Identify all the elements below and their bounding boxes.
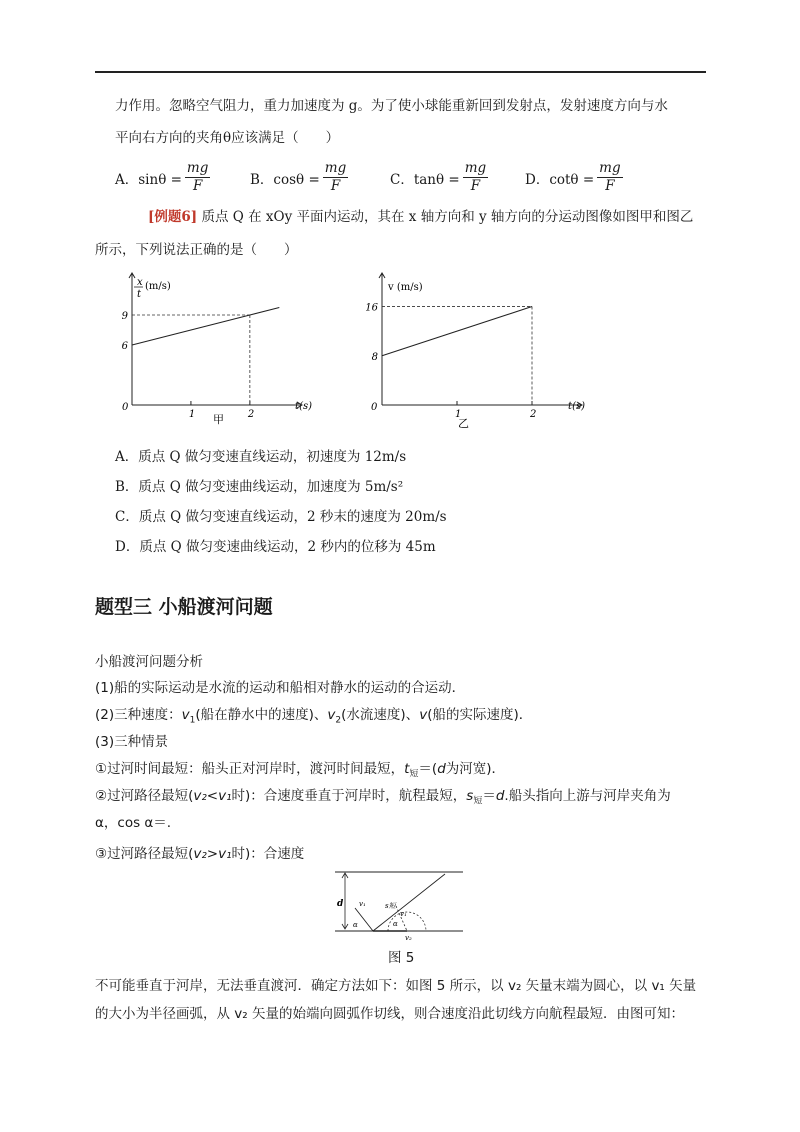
fig5-d-label: d xyxy=(337,899,344,909)
fig5-caption: 图 5 xyxy=(388,950,415,966)
analysis-p9: 的大小为半径画弧，从 v₂ 矢量的始端向圆弧作切线，则合速度沿此切线方向航程最短．由图可知： xyxy=(95,1006,684,1022)
intro-line-1: 力作用。忽略空气阻力，重力加速度为 g。为了使小球能重新回到发射点，发射速度方向与水 xyxy=(115,98,668,114)
y-tick-label: 9 xyxy=(121,311,128,322)
x-tick-label: 2 xyxy=(530,409,537,420)
y-tick-label: 16 xyxy=(365,302,378,314)
jia-ylabel-unit: (m/s) xyxy=(145,281,171,292)
answer-c: C．质点 Q 做匀变速直线运动，2 秒末的速度为 20m/s xyxy=(115,509,447,525)
chart-yi xyxy=(360,265,590,435)
x-tick-label: 1 xyxy=(455,409,462,420)
yi-xlabel: t(s) xyxy=(568,401,585,412)
answer-b: B．质点 Q 做匀变速曲线运动，加速度为 5m/s² xyxy=(115,479,404,495)
yi-ylabel: v (m/s) xyxy=(388,282,423,293)
jia-ylabel-den: t xyxy=(137,289,142,300)
yi-title: 乙 xyxy=(458,417,469,430)
analysis-title: 小船渡河问题分析 xyxy=(95,654,203,670)
analysis-p7: ③过河路径最短(v₂>v₁时)：合速度 xyxy=(95,846,305,862)
prev-option-a: A．sinθ = $\frac{mg}{F}$ xyxy=(115,160,209,194)
analysis-p6: α，cos α＝. xyxy=(95,815,172,831)
x-tick-label: 1 xyxy=(188,409,196,420)
analysis-p8: 不可能垂直于河岸，无法垂直渡河．确定方法如下：如图 5 所示，以 v₂ 矢量末端为圆心，以 v₁ 矢量 xyxy=(95,978,697,994)
example-line-1: [例题6] 质点 Q 在 xOy 平面内运动，其在 x 轴方向和 y 轴方向的分运动图像如图甲和图乙 xyxy=(148,209,694,225)
answer-a: A．质点 Q 做匀变速直线运动，初速度为 12m/s xyxy=(115,449,407,465)
fig5-resultant xyxy=(373,874,445,931)
section-title: 题型三 小船渡河问题 xyxy=(95,596,273,618)
answer-d: D．质点 Q 做匀变速曲线运动，2 秒内的位移为 45m xyxy=(115,539,436,555)
analysis-p1: (1)船的实际运动是水流的运动和船相对静水的运动的合运动． xyxy=(95,680,466,696)
jia-title: 甲 xyxy=(213,413,224,426)
series-line xyxy=(382,307,532,356)
prev-option-b: B．cosθ = $\frac{mg}{F}$ xyxy=(250,160,347,194)
jia-origin: 0 xyxy=(122,402,129,413)
example-line-2: 所示，下列说法正确的是（ ） xyxy=(95,242,298,258)
example-tag: [例题6] xyxy=(148,209,198,225)
fig5-v1b-label: v₁ xyxy=(400,910,407,918)
fig5-alpha-1: α xyxy=(353,921,358,929)
intro-line-2: 平向右方向的夹角θ应该满足（ ） xyxy=(115,130,340,146)
prev-option-d: D．cotθ = $\frac{mg}{F}$ xyxy=(525,160,621,194)
header-rule xyxy=(95,71,706,73)
jia-ylabel-num: x xyxy=(137,277,143,288)
analysis-p2: (2)三种速度：$v_1$(船在静水中的速度)、$v_2$(水流速度)、v(船的实际速度)． xyxy=(95,707,533,726)
prev-option-c: C．tanθ = $\frac{mg}{F}$ xyxy=(390,160,487,194)
analysis-p4: ①过河时间最短：船头正对河岸时，渡河时间最短，$t_短=(d$为河宽)． xyxy=(95,761,506,780)
figure-5 xyxy=(335,868,465,943)
fig5-v2-label: v₂ xyxy=(405,934,412,942)
yi-origin: 0 xyxy=(371,402,378,413)
x-tick-label: 2 xyxy=(247,409,255,420)
fig5-alpha-2: α xyxy=(393,920,398,928)
chart-jia xyxy=(110,265,310,435)
y-tick-label: 8 xyxy=(371,351,378,363)
jia-xlabel: t(s) xyxy=(295,401,312,412)
fig5-s-label: s短 xyxy=(385,902,396,910)
fig5-v1-label: v₁ xyxy=(359,900,366,908)
analysis-p5: ②过河路径最短(v₂<v₁时)：合速度垂直于河岸时，航程最短，$s_短=d$.船头指向上游与河岸夹角为 xyxy=(95,788,671,807)
y-tick-label: 6 xyxy=(121,341,128,352)
analysis-p3: (3)三种情景 xyxy=(95,734,169,750)
series-line xyxy=(132,308,279,346)
